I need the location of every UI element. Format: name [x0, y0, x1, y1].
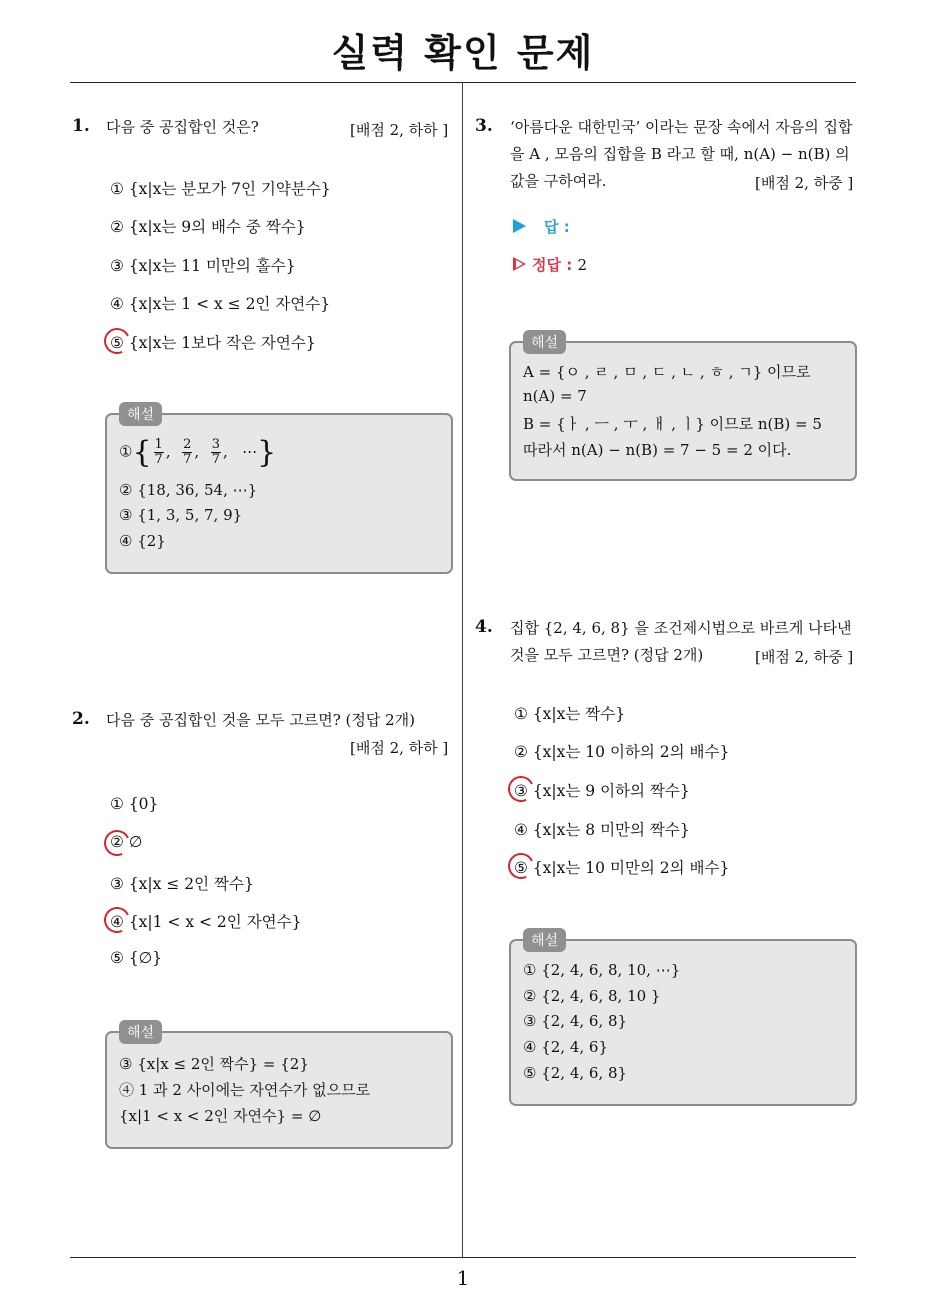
choice-1[interactable]: ① {x|x는 분모가 7인 기약분수} [110, 180, 331, 198]
explanation-line: ① {2, 4, 6, 8, 10, ⋯} [523, 961, 681, 979]
choice-3[interactable]: ③ {x|x는 11 미만의 홀수} [110, 257, 296, 275]
correct-answer: 정답 : 2 [513, 254, 587, 275]
outline-triangle-icon [513, 257, 526, 271]
column-divider [462, 83, 463, 1257]
top-rule [70, 82, 856, 83]
explanation-tab: 해설 [119, 1020, 162, 1044]
score-label: [배점 2, 하하 ] [350, 121, 449, 139]
question-text: 다음 중 공집합인 것은? [106, 118, 259, 136]
explanation-line: ④ {2} [119, 532, 166, 550]
choice-4[interactable]: ④ {x|x는 8 미만의 짝수} [514, 821, 690, 839]
explanation-box [509, 335, 857, 481]
explanation-line: ③ {x|x ≤ 2인 짝수} = {2} [119, 1055, 309, 1073]
score-label: [배점 2, 하중 ] [755, 174, 854, 192]
explanation-line: ⑤ {2, 4, 6, 8} [523, 1064, 628, 1082]
question-text-line: 집합 {2, 4, 6, 8} 을 조건제시법으로 바르게 나타낸 [510, 619, 852, 637]
choice-4[interactable]: ④ {x|1 < x < 2인 자연수} [110, 913, 302, 931]
explanation-line: A = {ㅇ , ㄹ , ㅁ , ㄷ , ㄴ , ㅎ , ㄱ} 이므로 [523, 363, 811, 381]
choice-2[interactable]: ② ∅ [110, 833, 143, 851]
bottom-rule [70, 1257, 856, 1258]
explanation-line: ④ {2, 4, 6} [523, 1038, 609, 1056]
explanation-line: ①{ $\frac{1}{7}$ , $\frac{2}{7}$ , $\frac{3}{7}$ , ⋯} [119, 435, 277, 470]
choice-3[interactable]: ③ {x|x는 9 이하의 짝수} [514, 782, 690, 800]
explanation-line: ③ {1, 3, 5, 7, 9} [119, 506, 243, 524]
question-number: 2. [72, 709, 90, 729]
page-number: 1 [456, 1266, 470, 1290]
question-number: 4. [475, 617, 493, 637]
explanation-box [105, 1025, 453, 1149]
explanation-line: {x|1 < x < 2인 자연수} = ∅ [119, 1107, 322, 1125]
question-text-line: ‘아름다운 대한민국’ 이라는 문장 속에서 자음의 집합 [510, 118, 853, 136]
choice-3[interactable]: ③ {x|x ≤ 2인 짝수} [110, 875, 254, 893]
explanation-line: B = {ㅏ , ㅡ , ㅜ , ㅐ , ㅣ} 이므로 n(B) = 5 [523, 415, 822, 433]
choice-5[interactable]: ⑤ {x|x는 10 미만의 2의 배수} [514, 859, 730, 877]
choice-4[interactable]: ④ {x|x는 1 < x ≤ 2인 자연수} [110, 295, 331, 313]
answer-field[interactable]: 답 : [513, 216, 570, 237]
play-triangle-icon [513, 219, 526, 233]
explanation-line: n(A) = 7 [523, 387, 587, 405]
choice-1[interactable]: ① {0} [110, 795, 159, 813]
question-number: 1. [72, 116, 90, 136]
choice-2[interactable]: ② {x|x는 9의 배수 중 짝수} [110, 218, 306, 236]
choice-5[interactable]: ⑤ {x|x는 1보다 작은 자연수} [110, 334, 316, 352]
question-text-line: 값을 구하여라. [510, 172, 607, 190]
explanation-tab: 해설 [119, 402, 162, 426]
explanation-box [105, 407, 453, 574]
question-text: 다음 중 공집합인 것을 모두 고르면? (정답 2개) [106, 711, 415, 729]
explanation-line: ② {2, 4, 6, 8, 10 } [523, 987, 661, 1005]
choice-5[interactable]: ⑤ {∅} [110, 949, 163, 967]
choice-2[interactable]: ② {x|x는 10 이하의 2의 배수} [514, 743, 730, 761]
explanation-line: ④ 1 과 2 사이에는 자연수가 없으므로 [119, 1081, 371, 1099]
explanation-tab: 해설 [523, 928, 566, 952]
explanation-line: 따라서 n(A) − n(B) = 7 − 5 = 2 이다. [523, 441, 792, 459]
score-label: [배점 2, 하하 ] [350, 739, 449, 757]
page-title: 실력 확인 문제 [331, 31, 595, 75]
choice-1[interactable]: ① {x|x는 짝수} [514, 705, 626, 723]
question-text-line: 을 A , 모음의 집합을 B 라고 할 때, n(A) − n(B) 의 [510, 145, 850, 163]
score-label: [배점 2, 하중 ] [755, 648, 854, 666]
question-text-line: 것을 모두 고르면? (정답 2개) [510, 646, 704, 664]
explanation-tab: 해설 [523, 330, 566, 354]
explanation-line: ② {18, 36, 54, ⋯} [119, 481, 258, 499]
explanation-box [509, 933, 857, 1106]
explanation-line: ③ {2, 4, 6, 8} [523, 1012, 628, 1030]
question-number: 3. [475, 116, 493, 136]
